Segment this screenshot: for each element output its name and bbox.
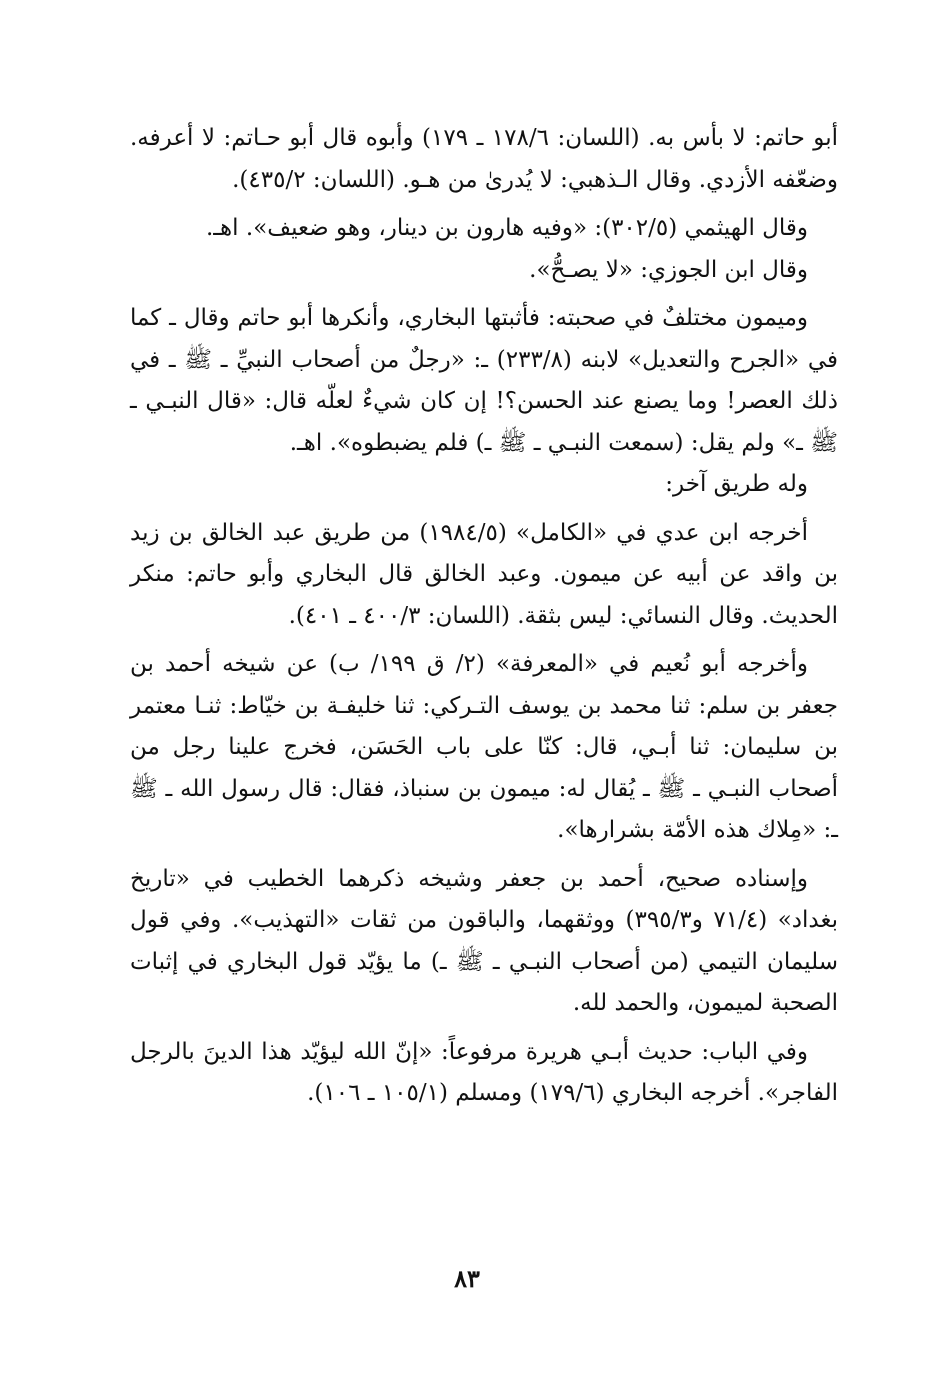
paragraph-isnad-sahih: وإسناده صحيح، أحمد بن جعفر وشيخه ذكرهما الخطيب في «تاريخ بغداد» (٧١/٤ و٣٩٥/٣) ووثقهما، والباقون من ثقات «التهذيب». وفي قول سليمان التيمي (من أصحاب النبـي ـ ﷺ ـ) ما يؤيّد قول البخاري في إثبات الصحبة لميمون، والحمد لله. [130, 865, 838, 1016]
paragraph-abu-nuaym: وأخرجه أبو نُعيم في «المعرفة» (٢/ ق ١٩٩/ ب) عن شيخه أحمد بن جعفر بن سلم: ثنا محمد بن يوسف التـركي: ثنا خليفـة بن خيّاط: ثنـا معتمر بن سليمان: ثنا أبـي، قال: كنّا على باب الحَسَن، فخرج علينا رجل من أصحاب النبـي ـ ﷺ ـ يُقال له: ميمون بن سنباذ، فقال: قال رسول الله ـ ﷺ ـ: «مِلاك هذه الأمّة بشرارها». [130, 651, 838, 843]
paragraph-fil-bab: وفي الباب: حديث أبـي هريرة مرفوعاً: «إنّ الله ليؤيّد هذا الدينَ بالرجل الفاجر». أخرجه البخاري (١٧٩/٦) ومسلم (١٠٥/١ ـ ١٠٦). [130, 1038, 838, 1106]
page-body [130, 118, 838, 1122]
paragraph-haythami: وقال الهيثمي (٣٠٢/٥): «وفيه هارون بن دينار، وهو ضعيف». اهـ. [206, 215, 808, 241]
paragraph-ibn-adi: أخرجه ابن عدي في «الكامل» (١٩٨٤/٥) من طريق عبد الخالق بن زيد بن واقد عن أبيه عن ميمون. وعبد الخالق قال البخاري وأبو حاتم: منكر الحديث. وقال النسائي: ليس بثقة. (اللسان: ٤٠٠/٣ ـ ٤٠١). [130, 519, 838, 629]
page-number: ٨٣ [454, 1264, 480, 1293]
paragraph-maymun-companionship: وميمون مختلفٌ في صحبته: فأثبتها البخاري، وأنكرها أبو حاتم وقال ـ كما في «الجرح والتعديل» لابنه (٢٣٣/٨) ـ: «رجلٌ من أصحاب النبيِّ ـ ﷺ ـ في ذلك العصر! وما يصنع عند الحسن؟! إن كان شيءٌ لعلّه قال: «قال النبـي ـ ﷺ ـ» ولم يقل: (سمعت النبـي ـ ﷺ ـ) فلم يضبطوه». اهـ. [130, 305, 839, 456]
paragraph-another-route: وله طريق آخر: [665, 471, 808, 497]
paragraph-ibn-jawzi: وقال ابن الجوزي: «لا يصـحُّ». [529, 256, 808, 283]
paragraph-abu-hatim: أبو حاتم: لا بأس به. (اللسان: ١٧٨/٦ ـ ١٧٩) وأبوه قال أبو حـاتم: لا أعرفه. وضعّفه الأزدي. وقال الـذهبي: لا يُدرىٰ من هـو. (اللسان: ٤٣٥/٢). [130, 125, 838, 193]
